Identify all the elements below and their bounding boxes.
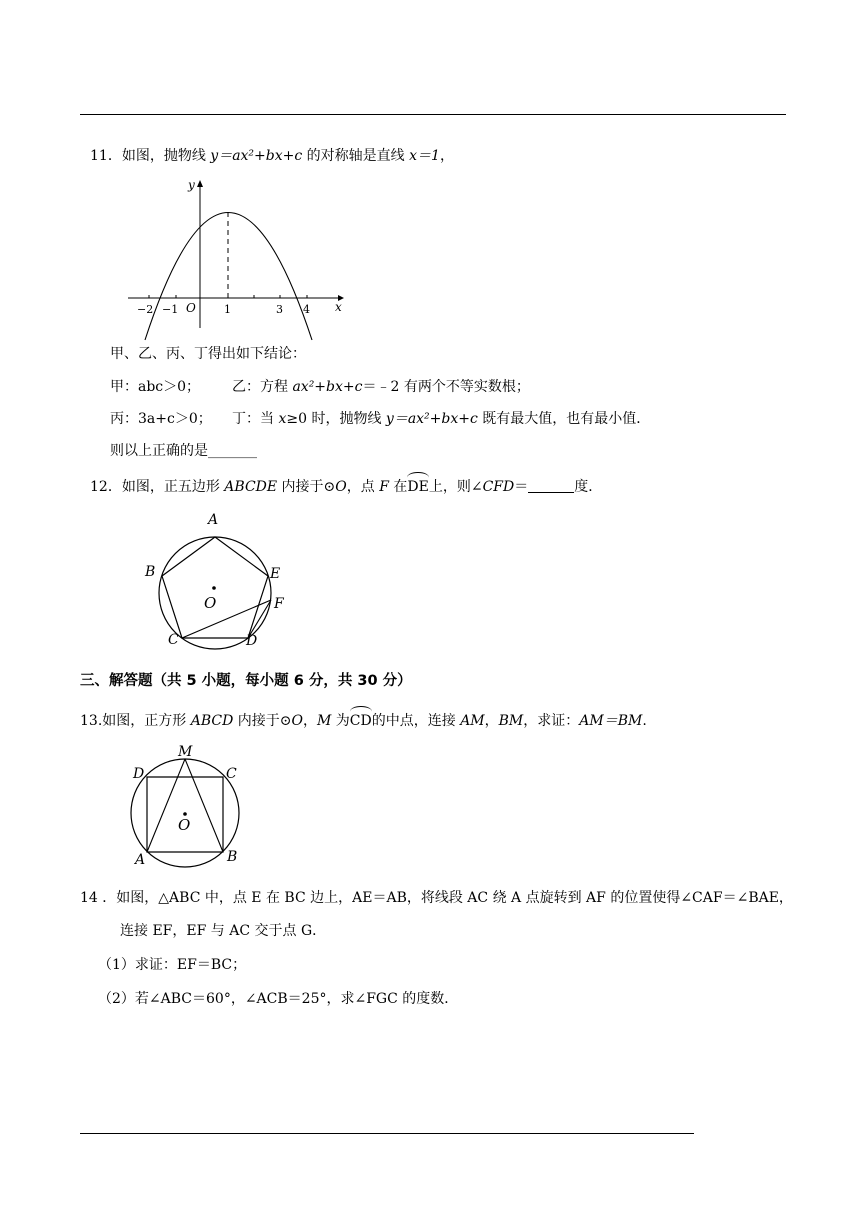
label-m: M: [178, 744, 193, 760]
q14-line1: 14 ．如图，△ABC 中，点 E 在 BC 边上，AE＝AB，将线段 AC 绕 A 点旋转到 AF 的位置使得∠CAF＝∠BAE，: [80, 890, 793, 906]
label-c: C: [226, 766, 237, 782]
tick-label: −1: [162, 303, 179, 316]
q11-ask: 则以上正确的是_______: [110, 443, 257, 459]
tick-label: 3: [276, 303, 283, 316]
arc-de: DE: [407, 479, 429, 495]
square-figure: [128, 742, 278, 872]
footer-rule: [80, 1133, 694, 1134]
label-a: A: [208, 512, 219, 528]
arc-cd: CD: [349, 713, 372, 729]
parabola-graph: [120, 175, 350, 335]
q13-stem: 13.如图，正方形 ABCD 内接于⊙O，M 为CD的中点，连接 AM，BM，求证：AM＝BM.: [80, 713, 647, 729]
q14-part2: （2）若∠ABC＝60°，∠ACB＝25°，求∠FGC 的度数．: [98, 991, 459, 1007]
label-a: A: [135, 852, 146, 868]
q14-line2: 连接 EF，EF 与 AC 交于点 G．: [120, 923, 327, 939]
q11-intro: 甲、乙、丙、丁得出如下结论：: [110, 346, 306, 362]
x-axis-label: x: [335, 300, 342, 314]
y-axis-label: y: [188, 178, 195, 192]
section-heading: 三、解答题（共 5 小题，每小题 6 分，共 30 分）: [80, 673, 412, 689]
label-b: B: [145, 564, 156, 580]
q11-jia: 甲：abc＞0；: [110, 379, 201, 395]
q11-bing: 丙：3a+c＞0；: [110, 411, 212, 427]
header-rule: [80, 114, 786, 115]
label-f: F: [274, 596, 284, 612]
origin-label: O: [186, 301, 196, 315]
tick-label: 4: [303, 303, 310, 316]
q12-stem: 12．如图，正五边形 ABCDE 内接于⊙O，点 F 在DE上，则∠CFD＝ 度．: [90, 479, 603, 495]
answer-blank: [528, 478, 574, 493]
label-d: D: [133, 766, 145, 782]
pentagon-figure: [140, 510, 310, 660]
label-o: O: [204, 594, 217, 612]
q11-stem: 11．如图，抛物线 y＝ax²+bx+c 的对称轴是直线 x＝1，: [90, 148, 454, 164]
label-d: D: [246, 633, 258, 649]
q14-part1: （1）求证：EF＝BC；: [98, 957, 247, 973]
tick-label: −2: [137, 303, 154, 316]
q11-ding: 丁：当 x≥0 时，抛物线 y＝ax²+bx+c 既有最大值，也有最小值．: [232, 411, 651, 427]
label-c: C: [168, 632, 179, 648]
tick-label: 1: [224, 303, 231, 316]
q11-yi: 乙：方程 ax²+bx+c＝﹣2 有两个不等实数根；: [232, 379, 530, 395]
label-o: O: [178, 816, 191, 834]
label-e: E: [270, 566, 281, 582]
label-b: B: [227, 849, 238, 865]
